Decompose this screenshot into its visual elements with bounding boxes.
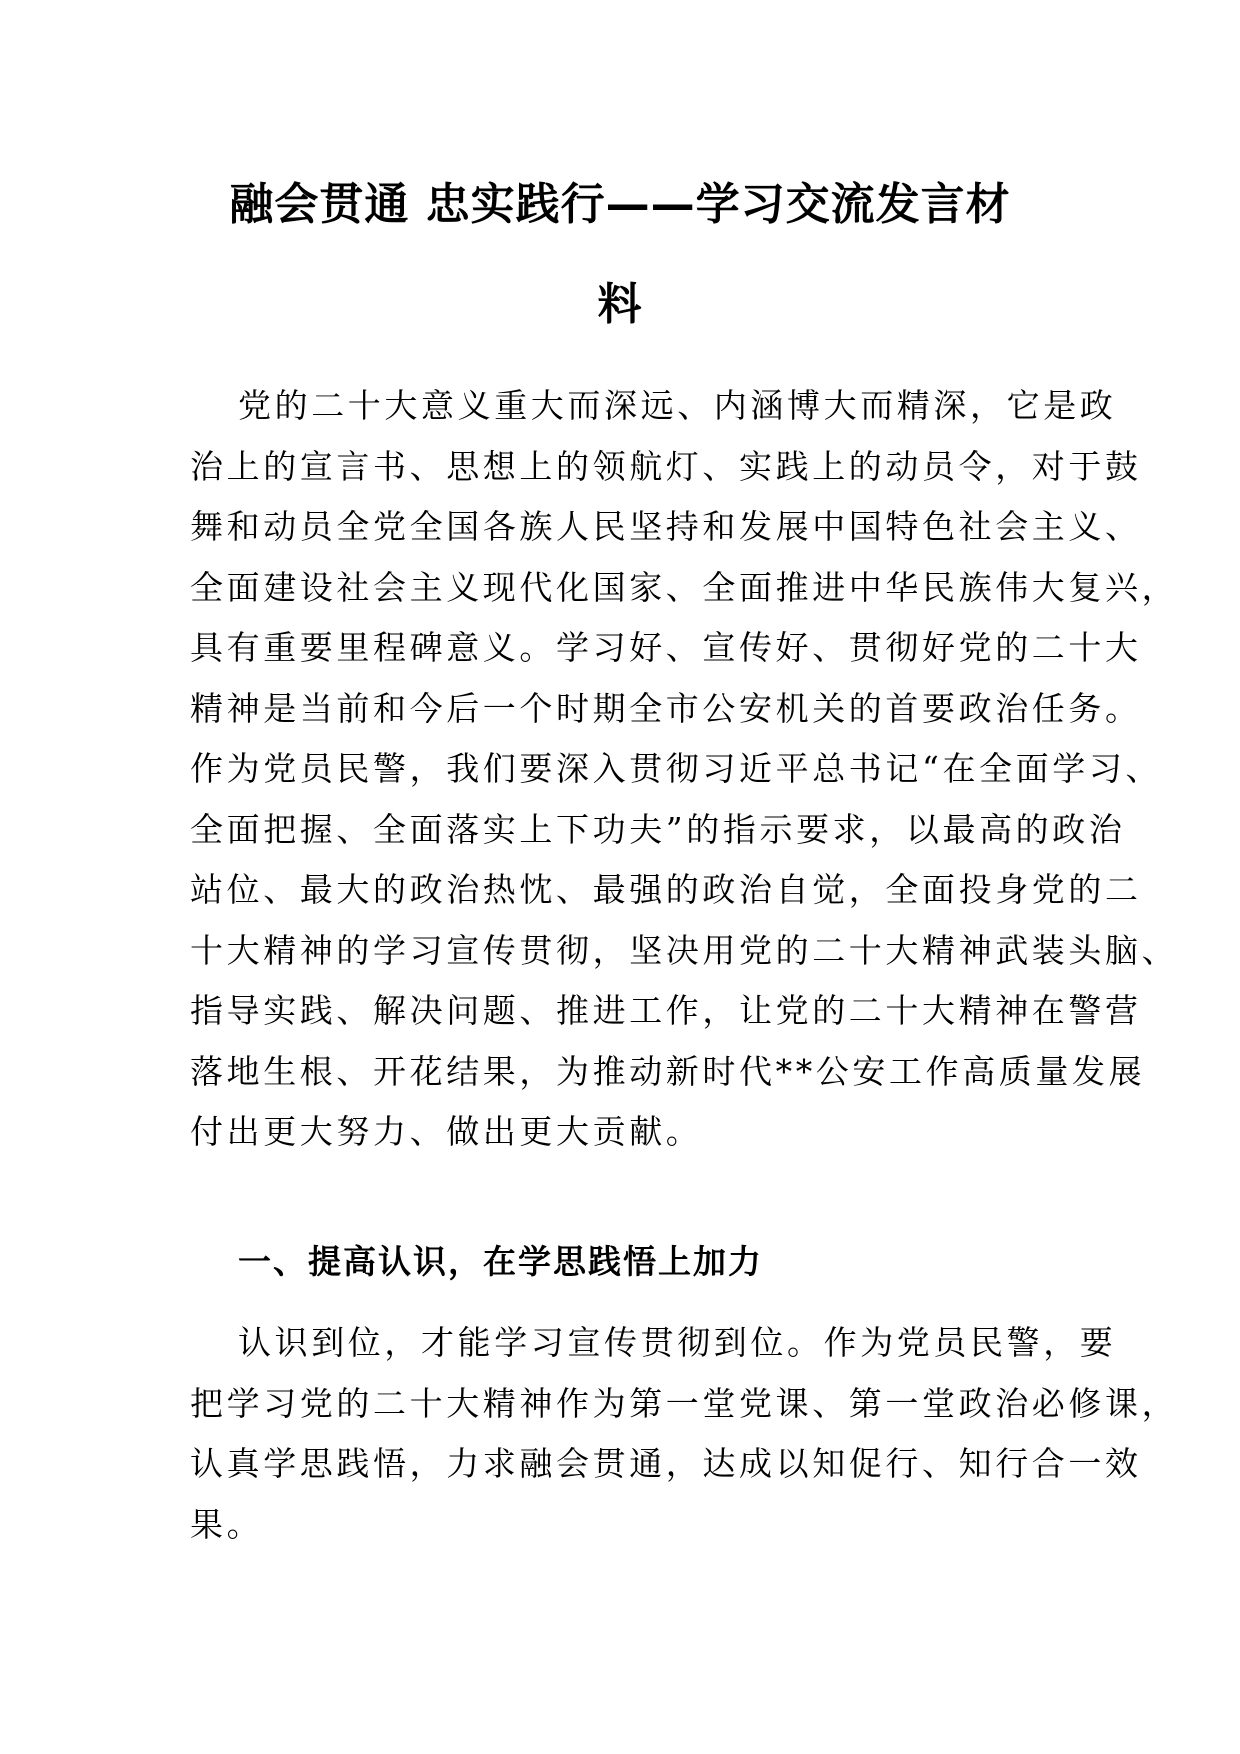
title-line-2: 料 [597,279,643,330]
paragraph-line: 指导实践、解决问题、推进工作，让党的二十大精神在警营 [190,991,1142,1030]
intro-paragraph [190,376,1179,1163]
paragraph-line: 精神是当前和今后一个时期全市公安机关的首要政治任务。 [190,688,1142,728]
paragraph-line: 舞和动员全党全国各族人民坚持和发展中国特色社会主义、 [190,507,1142,546]
paragraph-line: 全面把握、全面落实上下功夫”的指示要求，以最高的政治 [190,809,1126,849]
paragraph-line: 付出更大努力、做出更大贡献。 [190,1112,703,1151]
paragraph-line: 十大精神的学习宣传贯彻，坚决用党的二十大精神武装头脑、 [190,930,1179,970]
section-1-paragraph [190,1313,1179,1555]
paragraph-line: 果。 [190,1504,264,1544]
paragraph-line: 具有重要里程碑意义。学习好、宣传好、贯彻好党的二十大 [190,628,1142,667]
paragraph-line: 治上的宣言书、思想上的领航灯、实践上的动员令，对于鼓 [190,446,1142,486]
paragraph-line: 落地生根、开花结果，为推动新时代**公安工作高质量发展 [190,1051,1146,1091]
paragraph-line: 把学习党的二十大精神作为第一堂党课、第一堂政治必修课， [190,1383,1179,1423]
paragraph-line: 作为党员民警，我们要深入贯彻习近平总书记“在全面学习、 [190,749,1163,788]
paragraph-line: 全面建设社会主义现代化国家、全面推进中华民族伟大复兴， [190,567,1179,607]
section-heading-1: 一、提高认识，在学思践悟上加力 [238,1242,763,1281]
paragraph-line: 认识到位，才能学习宣传贯彻到位。作为党员民警，要 [238,1323,1117,1362]
title-line-1: 融会贯通 忠实践行——学习交流发言材 [229,179,1011,230]
paragraph-line: 站位、最大的政治热忱、最强的政治自觉，全面投身党的二 [190,870,1142,909]
paragraph-line: 党的二十大意义重大而深远、内涵博大而精深，它是政 [238,386,1117,425]
document-title [190,155,1050,355]
paragraph-line: 认真学思践悟，力求融会贯通，达成以知促行、知行合一效 [190,1444,1142,1483]
